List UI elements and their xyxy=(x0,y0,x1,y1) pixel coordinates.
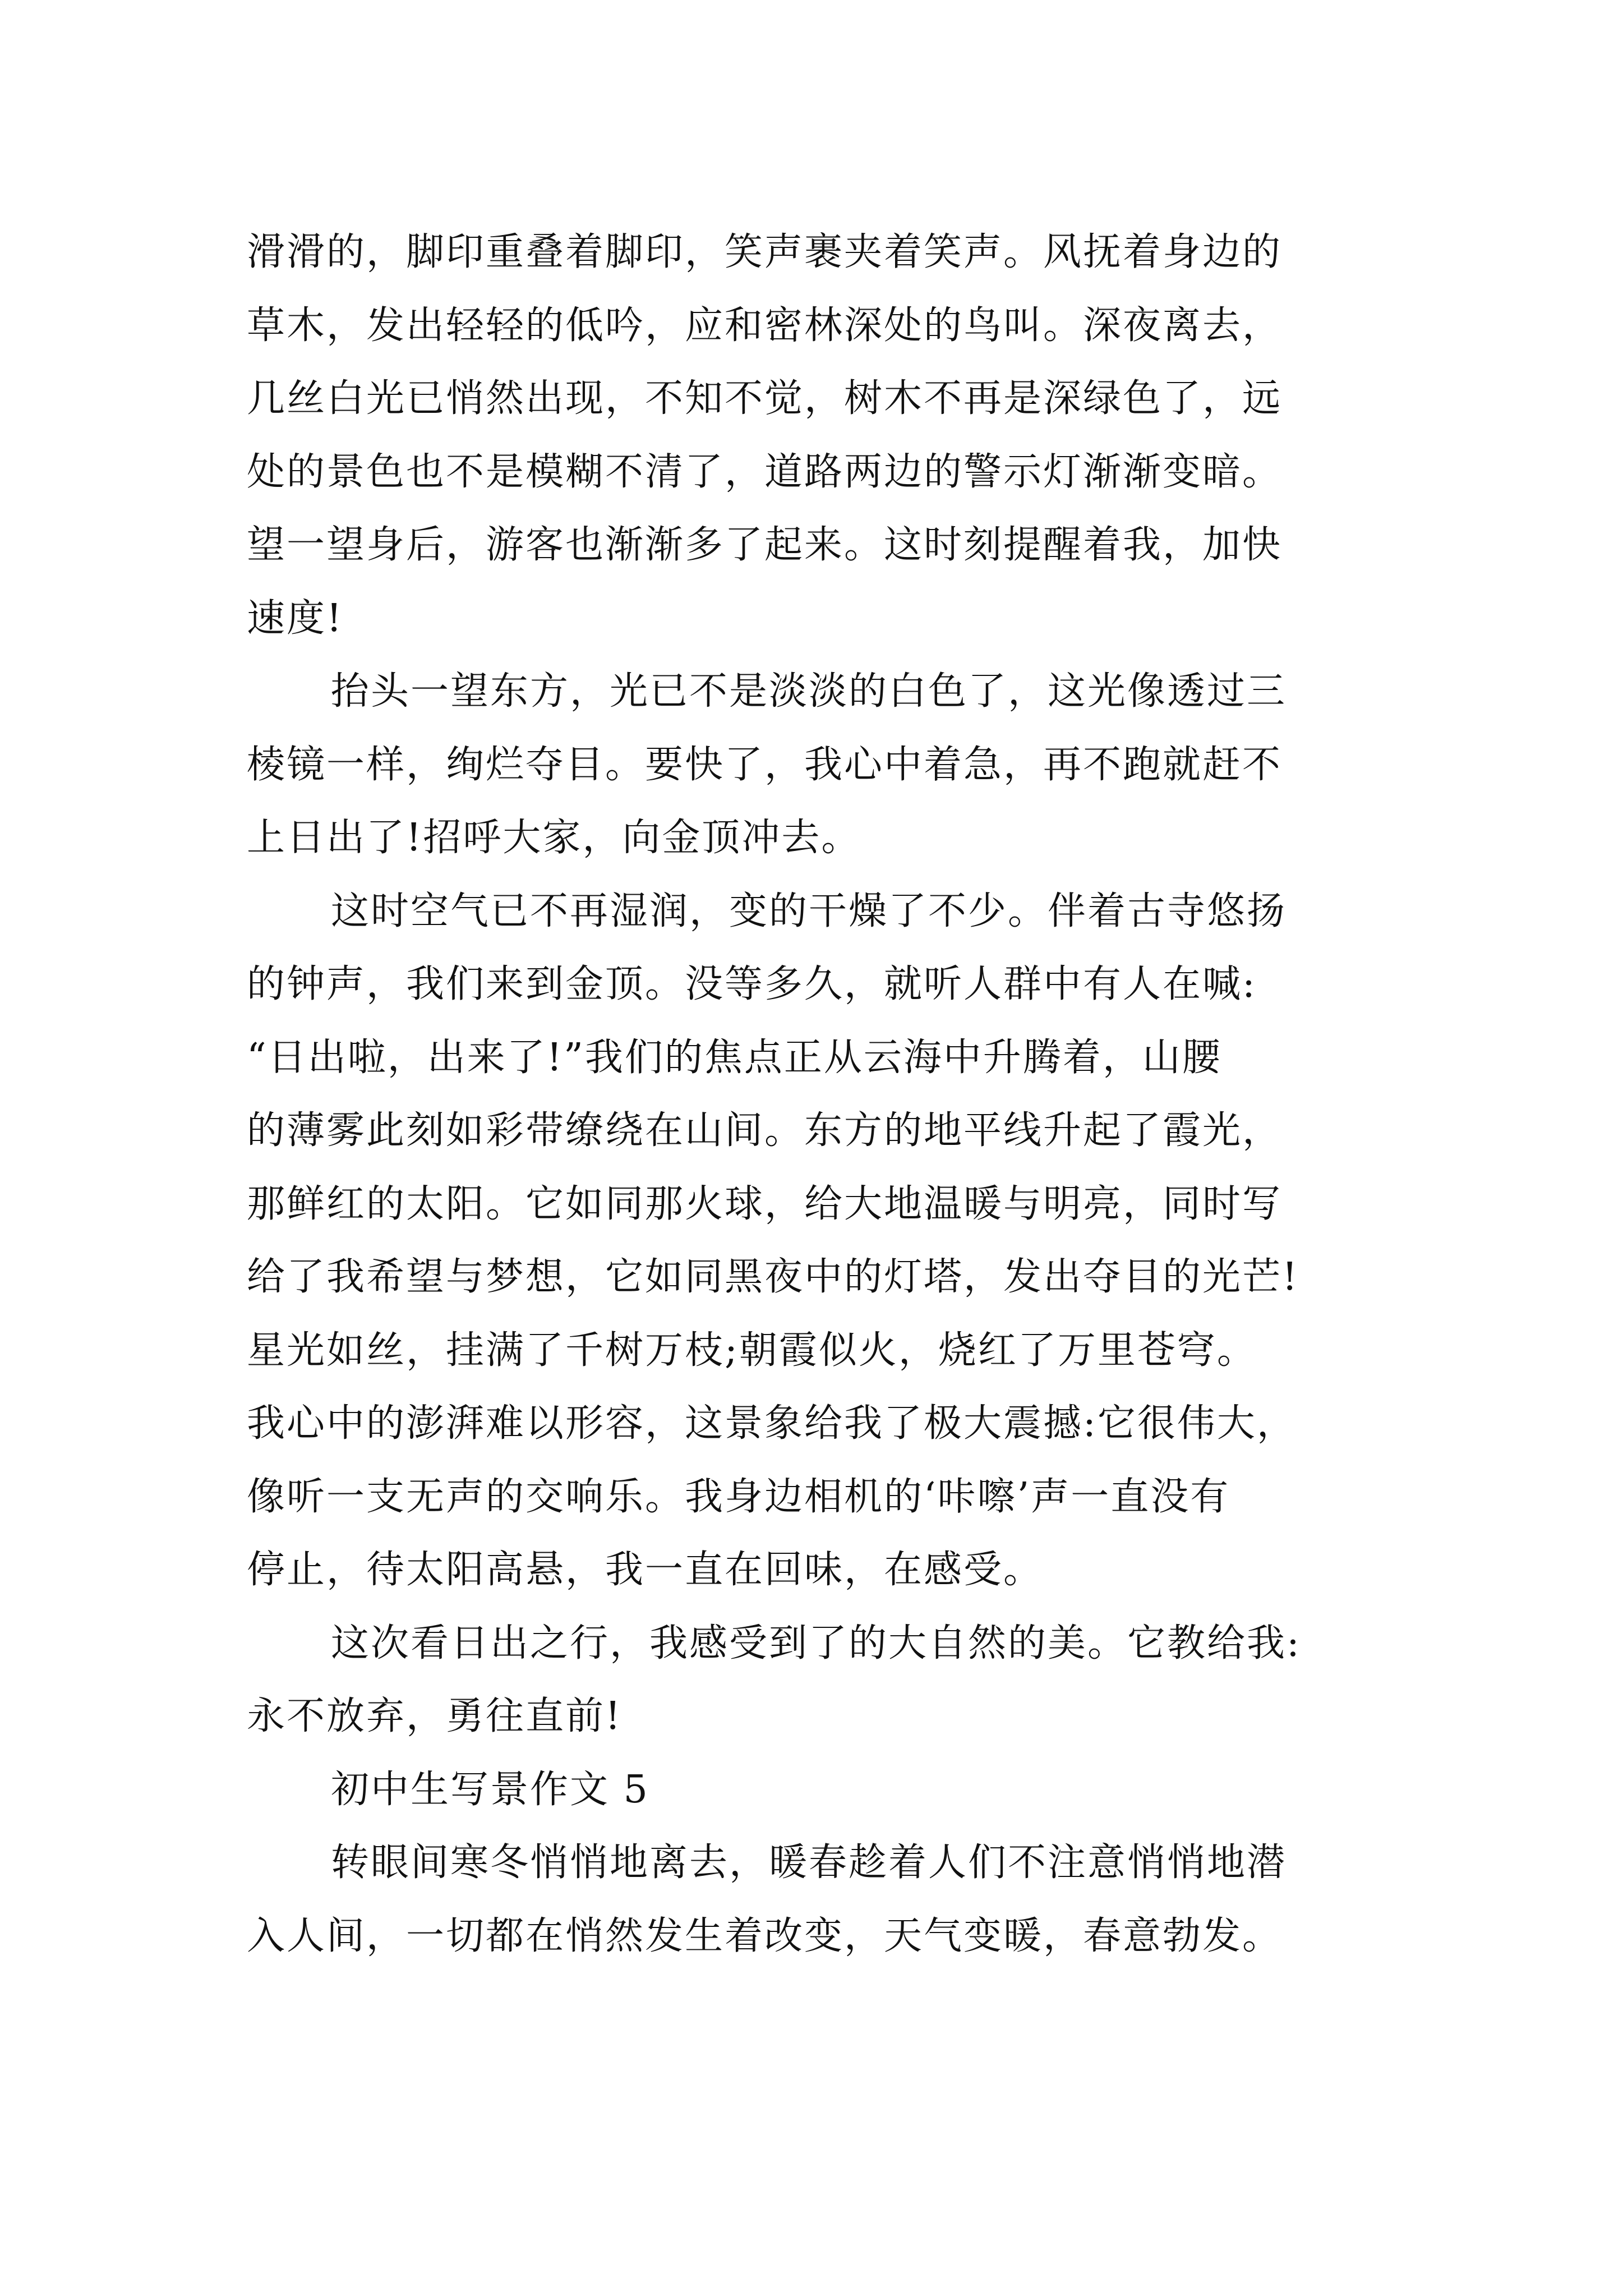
text-line: 望一望身后，游客也渐渐多了起来。这时刻提醒着我，加快 xyxy=(247,523,1283,567)
text-line: 停止，待太阳高悬，我一直在回味，在感受。 xyxy=(247,1548,1044,1592)
text-line: 速度! xyxy=(247,596,344,641)
paragraph-start-line: 转眼间寒冬悄悄地离去，暖春趁着人们不注意悄悄地潜 xyxy=(331,1841,1287,1885)
paragraph-start-line: 这时空气已不再湿润，变的干燥了不少。伴着古寺悠扬 xyxy=(331,889,1287,933)
text-line: 像听一支无声的交响乐。我身边相机的‘咔嚓’声一直没有 xyxy=(247,1474,1230,1519)
section-heading: 初中生写景作文 5 xyxy=(331,1767,649,1812)
text-line: 我心中的澎湃难以形容，这景象给我了极大震撼:它很伟大， xyxy=(247,1401,1297,1446)
essay-body xyxy=(247,216,1424,1973)
text-line: 永不放弃，勇往直前! xyxy=(247,1694,623,1738)
text-line: 处的景色也不是模糊不清了，道路两边的警示灯渐渐变暗。 xyxy=(247,449,1283,494)
text-line: 星光如丝，挂满了千树万枝;朝霞似火，烧红了万里苍穹。 xyxy=(247,1328,1257,1373)
text-line: 草木，发出轻轻的低吟，应和密林深处的鸟叫。深夜离去， xyxy=(247,303,1283,348)
text-line: 给了我希望与梦想，它如同黑夜中的灯塔，发出夺目的光芒! xyxy=(247,1255,1299,1299)
text-line: 几丝白光已悄然出现，不知不觉，树木不再是深绿色了，远 xyxy=(247,376,1283,421)
text-line: 滑滑的，脚印重叠着脚印，笑声裹夹着笑声。风抚着身边的 xyxy=(247,230,1283,274)
text-line: “日出啦，出来了!”我们的焦点正从云海中升腾着，山腰 xyxy=(247,1035,1222,1080)
paragraph-start-line: 这次看日出之行，我感受到了的大自然的美。它教给我: xyxy=(331,1621,1301,1665)
text-line: 的薄雾此刻如彩带缭绕在山间。东方的地平线升起了霞光， xyxy=(247,1108,1283,1153)
text-line: 棱镜一样，绚烂夺目。要快了，我心中着急，再不跑就赶不 xyxy=(247,742,1283,787)
text-line: 的钟声，我们来到金顶。没等多久，就听人群中有人在喊: xyxy=(247,962,1257,1006)
paragraph-start-line: 抬头一望东方，光已不是淡淡的白色了，这光像透过三 xyxy=(331,669,1287,714)
text-line: 上日出了!招呼大家，向金顶冲去。 xyxy=(247,816,861,860)
text-line: 入人间，一切都在悄然发生着改变，天气变暖，春意勃发。 xyxy=(247,1913,1283,1958)
text-line: 那鲜红的太阳。它如同那火球，给大地温暖与明亮，同时写 xyxy=(247,1181,1283,1226)
